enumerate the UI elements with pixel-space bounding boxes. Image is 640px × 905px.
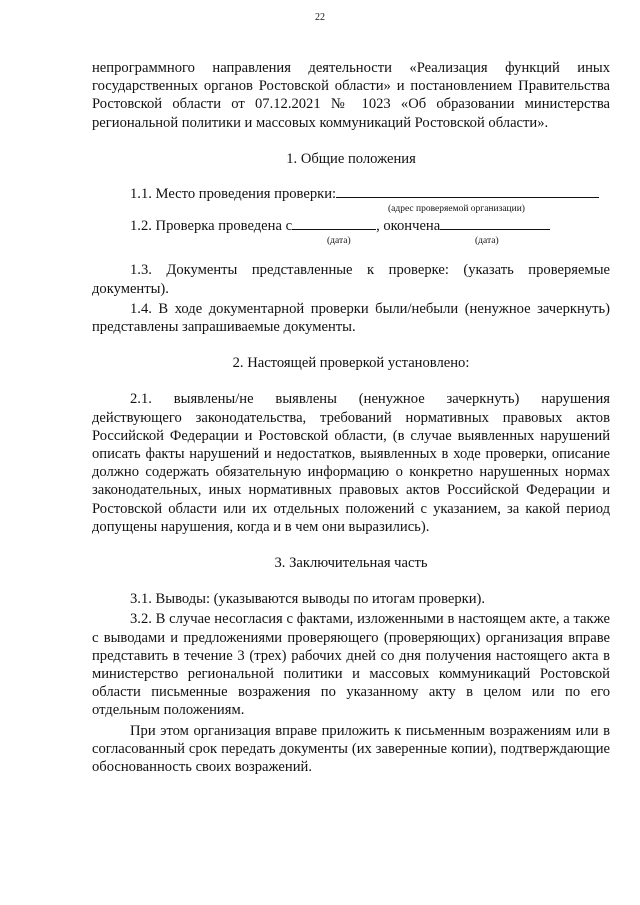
- item-1-1-label: 1.1. Место проведения проверки:: [130, 186, 337, 203]
- item-1-3: 1.3. Документы представленные к проверке: (указать проверяемые документы).: [92, 262, 610, 297]
- item-1-1: [92, 185, 610, 215]
- section3-heading: 3. Заключительная часть: [274, 555, 428, 572]
- document-body: [92, 59, 610, 776]
- section2-heading: 2. Настоящей проверкой установлено:: [232, 355, 470, 372]
- closing-paragraph: При этом организация вправе приложить к письменным возражениям или в согласованный срок передать документы (их заверенные копии), подтверждающие обоснованность своих возражений.: [92, 722, 610, 776]
- item-1-2: [92, 217, 610, 247]
- item-1-4: 1.4. В ходе документарной проверки были/небыли (ненужное зачеркнуть) представлены запрашиваемые документы.: [92, 300, 610, 336]
- intro-paragraph: непрограммного направления деятельности «Реализация функций иных государственных органов Ростовской области» и постановлением Правительства Ростовской области от 07.12.2021 № 1023 «Об образовании министерства региональной политики и массовых коммуникаций Ростовской области».: [92, 60, 610, 131]
- item-3-1: 3.1. Выводы: (указываются выводы по итогам проверки).: [130, 591, 486, 608]
- place-blank-line: [336, 185, 599, 198]
- page-number: 22: [315, 12, 325, 23]
- item-3-2: 3.2. В случае несогласия с фактами, изложенными в настоящем акте, а также с выводами и предложениями проверяющего (проверяющих) организация вправе представить в течение 3 (трех) рабочих дней со дня получения настоящего акта в министерство региональной политики и массовых коммуникаций Ростовской области письменные возражения по указанному акту в целом или по его отдельным положениям.: [92, 611, 610, 719]
- end-date-blank: [440, 217, 550, 230]
- item-1-2-start: 1.2. Проверка проведена с: [130, 218, 293, 235]
- date-hint-start: (дата): [327, 236, 351, 247]
- item-1-1-hint: (адрес проверяемой организации): [388, 204, 525, 215]
- start-date-blank: [292, 217, 376, 230]
- item-2-1: 2.1. выявлены/не выявлены (ненужное зачеркнуть) нарушения действующего законодательства, требований нормативных правовых актов Российской Федерации и Ростовской области, (в случае выявленных нарушений описать факты нарушений и недостатков, выявленных в ходе проверки, описание должно содержать обязательную информацию о конкретно нарушенных нормах законодательных, иных нормативных правовых актов Российской Федерации и Ростовской области или их отдельных положений с указанием, за какой период допущены нарушения, когда и в чем они выразились).: [92, 391, 610, 535]
- section1-heading: 1. Общие положения: [286, 150, 416, 167]
- item-1-2-mid: , окончена: [376, 218, 441, 235]
- date-hint-end: (дата): [475, 236, 499, 247]
